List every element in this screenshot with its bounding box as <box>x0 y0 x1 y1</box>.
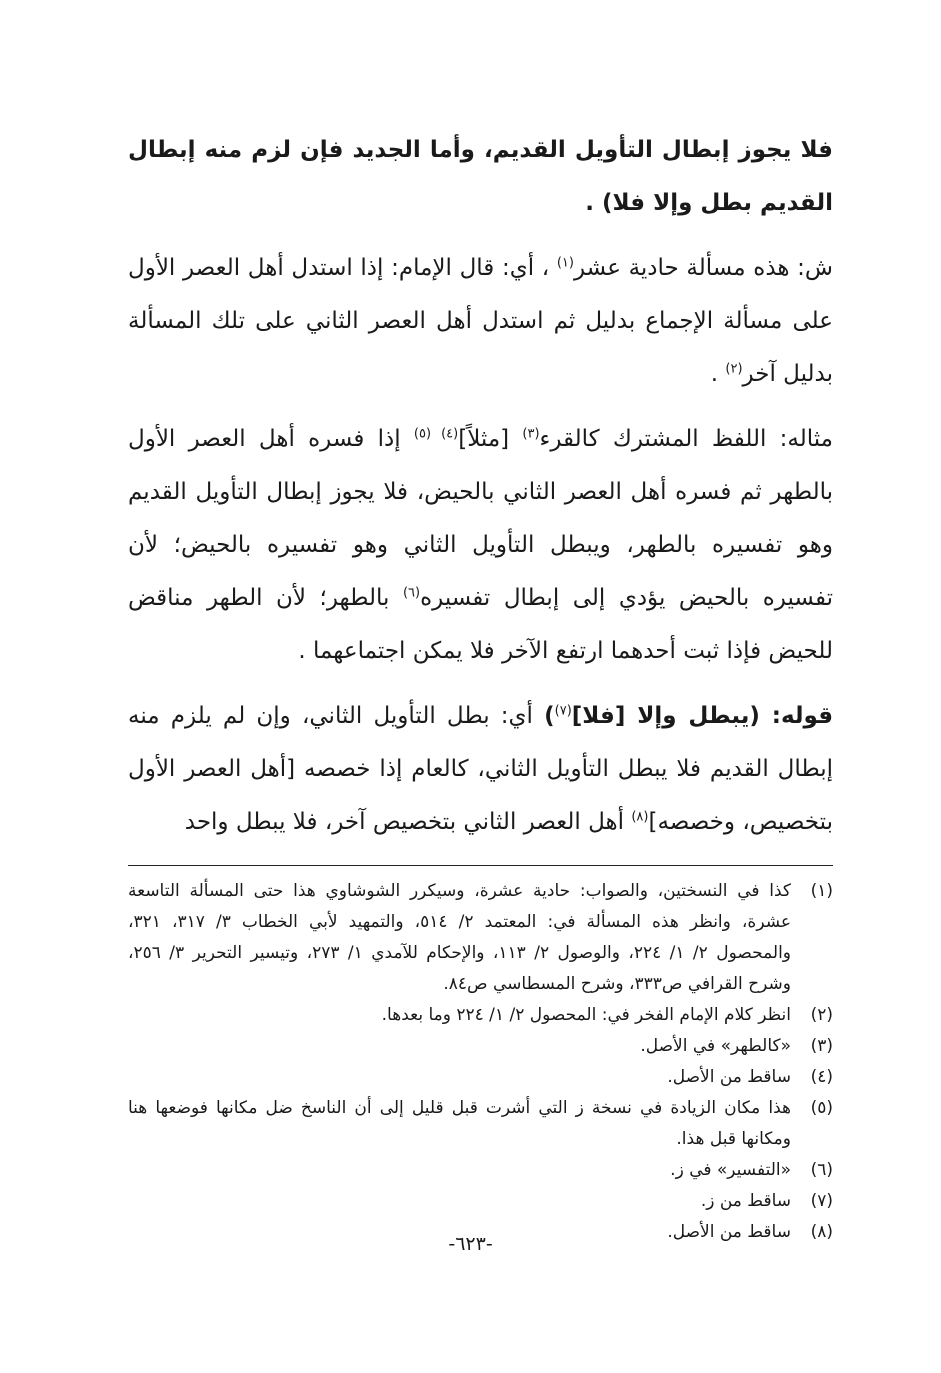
footnote-ref-6: (٦) <box>402 585 421 601</box>
footnote-5 <box>128 1093 833 1155</box>
footnote-text: انظر كلام الإمام الفخر في: المحصول ٢/ ١/ ٢٢٤ وما بعدها. <box>381 1005 791 1025</box>
footnote-ref-1: (١) <box>556 255 574 271</box>
main-text <box>128 124 833 849</box>
paragraph-4 <box>128 690 833 849</box>
paragraph-1: فلا يجوز إبطال التأويل القديم، وأما الجديد فإن لزم منه إبطال القديم بطل وإلا فلا) . <box>128 137 833 216</box>
footnote-number: (٣) <box>810 1036 833 1056</box>
footnote-text: كذا في النسختين، والصواب: حادية عشرة، وسيكرر الشوشاوي هذا حتى المسألة التاسعة عشرة، وانظر هذه المسألة في: المعتمد ٢/ ٥١٤، والتمهيد لأبي الخطاب ٣/ ٣١٧، ٣٢١، والمحصول ٢/ ١/ ٢٢٤، والوصول ٢/ ١١٣، والإحكام للآمدي ١/ ٢٧٣، وتيسير التحرير ٣/ ٢٥٦، وشرح القرافي ص٣٣٣، وشرح المسطاسي ص٨٤. <box>128 881 792 994</box>
footnote-1 <box>128 876 833 1000</box>
footnote-text: «كالطهر» في الأصل. <box>640 1036 791 1056</box>
footnote-text: ساقط من الأصل. <box>667 1067 791 1087</box>
footnote-6 <box>128 1155 833 1186</box>
paragraph-3 <box>128 413 833 678</box>
footnote-3 <box>128 1031 833 1062</box>
paragraph-2-part-b: ، أي: قال الإمام: إذا استدل أهل العصر الأول على مسألة الإجماع بدليل ثم استدل أهل العصر الثاني على تلك المسألة بدليل آخر <box>128 255 833 387</box>
footnote-ref-3: (٣) <box>522 426 540 442</box>
footnote-separator <box>128 865 833 866</box>
footnote-2 <box>128 1000 833 1031</box>
paragraph-3-part-a: مثاله: اللفظ المشترك كالقرء <box>539 426 833 452</box>
footnote-text: هذا مكان الزيادة في نسخة ز التي أشرت قبل قليل إلى أن الناسخ ضل مكانها فوضعها هنا ومكانها قبل هذا. <box>128 1098 791 1149</box>
footnote-text: ساقط من الأصل. <box>667 1222 791 1242</box>
paragraph-2-part-a: ش: هذه مسألة حادية عشر <box>573 255 834 281</box>
footnote-ref-8: (٨) <box>631 809 649 825</box>
paragraph-2-part-c: . <box>710 361 726 387</box>
footnote-number: (٧) <box>810 1191 833 1211</box>
page-number: -٦٢٣- <box>448 1233 493 1255</box>
footnotes <box>128 876 833 1248</box>
footnote-number: (١) <box>810 881 833 901</box>
paragraph-2 <box>128 242 833 401</box>
paragraph-4-part-b: أهل العصر الثاني بتخصيص آخر، فلا يبطل واحد <box>184 809 632 835</box>
footnote-text: «التفسير» في ز. <box>670 1160 791 1180</box>
footnote-number: (٨) <box>810 1222 833 1242</box>
paragraph-3-part-c: إذا فسره أهل العصر الأول بالطهر ثم فسره أهل العصر الثاني بالحيض، فلا يجوز إبطال التأويل القديم وهو تفسيره بالطهر، ويبطل التأويل الثاني وهو تفسيره بالحيض؛ لأن تفسيره بالحيض يؤدي إلى إبطال تفسيره <box>128 426 833 611</box>
paragraph-4-lead-close: ) <box>544 703 555 729</box>
paragraph-3-part-d: بالطهر؛ لأن الطهر مناقض للحيض فإذا ثبت أحدهما ارتفع الآخر فلا يمكن اجتماعهما . <box>128 585 833 664</box>
footnote-number: (٤) <box>810 1067 833 1087</box>
paragraph-4-lead: قوله: (يبطل وإلا [فلا] <box>571 703 834 729</box>
footnote-number: (٢) <box>810 1005 833 1025</box>
footnote-number: (٥) <box>810 1098 833 1118</box>
footnote-text: ساقط من ز. <box>700 1191 791 1211</box>
footnote-ref-4-5: (٤) (٥) <box>413 426 459 442</box>
paragraph-3-part-b: [مثلاً] <box>458 426 523 452</box>
footnote-7 <box>128 1186 833 1217</box>
paragraph-4-part-a: أي: بطل التأويل الثاني، وإن لم يلزم منه إبطال القديم فلا يبطل التأويل الثاني، كالعام إذا خصصه [أهل العصر الأول بتخصيص، وخصصه] <box>128 703 833 835</box>
footnote-number: (٦) <box>810 1160 833 1180</box>
footnote-ref-2: (٢) <box>725 361 743 377</box>
footnote-ref-7: (٧) <box>554 703 572 719</box>
footnote-4 <box>128 1062 833 1093</box>
